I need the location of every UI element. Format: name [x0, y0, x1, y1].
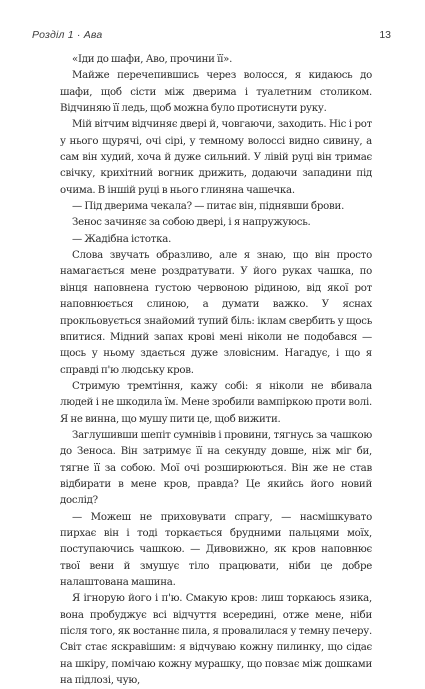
paragraph: «Іди до шафи, Аво, прочини її».	[72, 54, 233, 65]
page-number: 13	[379, 29, 391, 41]
paragraph: — Можеш не приховувати спрагу, — насмішкувато пирхає він і тоді торкається брудними пальцями моїх, поступаючись чашкою. — Дивовижно, як кров наповнює твої вени й змушує тіло працювати, ніби це добре налаштована машина.	[60, 511, 372, 588]
running-head: Розділ 1 · Ава	[32, 29, 103, 41]
paragraph: Зенос зачиняє за собою двері, і я напружуюсь.	[72, 217, 311, 229]
paragraph: — Під дверима чекала? — питає він, піднявши брови.	[72, 201, 345, 213]
paragraph: Стримую тремтіння, кажу собі: я ніколи не вбивала людей і не шкодила їм. Мене зробили вампіркою проти волі. Я не винна, що мушу пити це, щоб вижити.	[60, 380, 372, 425]
paragraph: — Жадібна істотка.	[72, 233, 172, 245]
paragraph: Мій вітчим відчиняє двері й, човгаючи, заходить. Ніс і рот у нього щурячі, очі сірі, у темному волоссі видно сивину, а сам він худий, хоча й дуже сильний. У лівій руці він тримає свічку, крихітний вогник дрижить, додаючи западини під очима. В іншій руці в нього глиняна чашечка.	[60, 119, 372, 196]
paragraph: Слова звучать образливо, але я знаю, що він просто намагається мене роздратувати. У його руках чашка, по вінця наповнена густою червоною рідиною, від якої рот наповнюється слиною, а думати важко. У яснах прокльовується знайомий тупий біль: іклам свербить у щось впитися. Мідний запах крові мені ніколи не подобався — щось у ньому здається дуже зловісним. Нагадує, і що я справді п'ю людську кров.	[60, 250, 372, 376]
paragraph: Я ігнорую його і п'ю. Смакую кров: лиш торкаюсь язика, вона пробуджує всі відчуття всередині, отже мене, ніби після того, як востаннє пила, я провалилася у темну печеру. Світ стає яскравішим: я відчуваю кожну пилинку, що сідає на шкіру, помічаю кожну мурашку, що повзає між дошками на підлозі, чую,	[60, 593, 372, 687]
body-text	[60, 52, 372, 689]
paragraph: Заглушивши шепіт сумнівів і провини, тягнусь за чашкою до Зеноса. Він затримує її на секунду довше, ніж міг би, тягне її за собою. Мої очі розширюються. Він же не став відбирати в мене кров, правда? Це якийсь його новий дослід?	[60, 429, 372, 507]
paragraph: Майже перечепившись через волосся, я кидаюсь до шафи, щоб сісти між дверима і туалетним столиком. Відчиняю її ледь, щоб можна було протиснути руку.	[60, 70, 372, 115]
